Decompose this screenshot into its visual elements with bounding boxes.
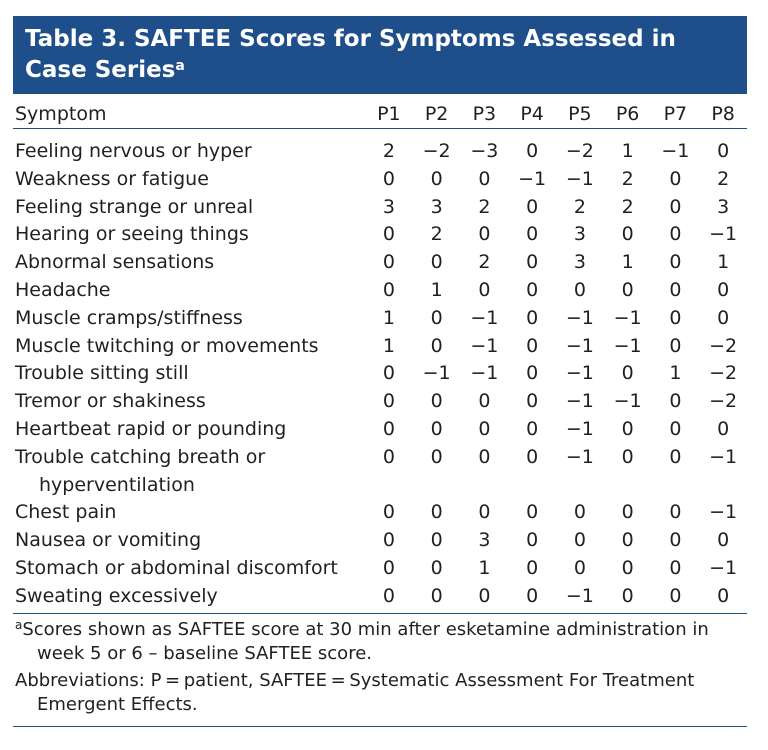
score-cell: 0 bbox=[717, 529, 730, 552]
score-cell: 0 bbox=[478, 278, 491, 301]
symptom-label-continued: hyperventilation bbox=[39, 473, 195, 496]
symptom-cell bbox=[13, 416, 365, 444]
score-cell: 0 bbox=[365, 583, 413, 613]
score-cell: 0 bbox=[699, 583, 747, 613]
score-cell: 2 bbox=[382, 140, 395, 162]
column-header-p3: P3 bbox=[461, 100, 509, 129]
table-header-row bbox=[13, 100, 747, 129]
table-row bbox=[13, 499, 747, 527]
score-cell: −2 bbox=[422, 140, 451, 162]
score-cell: 1 bbox=[621, 251, 634, 274]
symptom-label: Stomach or abdominal discomfort bbox=[15, 556, 338, 579]
score-cell: −1 bbox=[470, 334, 499, 357]
column-header-p7: P7 bbox=[652, 100, 700, 129]
score-cell: −1 bbox=[661, 140, 690, 162]
score-cell: 0 bbox=[717, 306, 730, 329]
score-cell: 0 bbox=[382, 417, 395, 440]
symptom-cell bbox=[13, 583, 365, 613]
score-cell: 0 bbox=[669, 445, 682, 468]
table-row bbox=[13, 333, 747, 361]
score-cell: −3 bbox=[470, 140, 499, 162]
score-cell: 0 bbox=[430, 306, 443, 329]
score-cell: −1 bbox=[709, 556, 738, 579]
score-cell: 0 bbox=[604, 583, 652, 613]
symptom-cell bbox=[13, 166, 365, 194]
score-cell: 0 bbox=[669, 417, 682, 440]
symptom-label: Tremor or shakiness bbox=[15, 390, 206, 413]
score-cell: 0 bbox=[669, 334, 682, 357]
score-cell: 0 bbox=[573, 556, 586, 579]
score-cell: 1 bbox=[382, 334, 395, 357]
symptom-label: Abnormal sensations bbox=[15, 251, 215, 274]
score-cell: 2 bbox=[621, 167, 634, 190]
footnote-a-text: Scores shown as SAFTEE score at 30 min after esketamine administration in week 5 or 6 – baseline SAFTEE score. bbox=[22, 619, 709, 664]
score-cell: −1 bbox=[470, 306, 499, 329]
table-row bbox=[13, 388, 747, 416]
symptom-label: Muscle cramps/stiffness bbox=[15, 306, 243, 329]
table-row bbox=[13, 277, 747, 305]
score-cell: 0 bbox=[526, 529, 539, 552]
score-cell: 0 bbox=[382, 390, 395, 413]
bottom-rule bbox=[13, 726, 747, 727]
score-cell: 0 bbox=[573, 278, 586, 301]
score-cell: 0 bbox=[573, 501, 586, 524]
score-cell: 0 bbox=[669, 278, 682, 301]
score-cell: 2 bbox=[430, 223, 443, 246]
table-row bbox=[13, 194, 747, 222]
symptom-label: Sweating excessively bbox=[15, 584, 218, 607]
score-cell: 0 bbox=[621, 278, 634, 301]
abbreviations-note: Abbreviations: P = patient, SAFTEE = Systematic Assessment For Treatment Emergent Effects. bbox=[15, 670, 695, 715]
symptom-cell bbox=[13, 194, 365, 222]
table-row bbox=[13, 583, 747, 613]
score-cell: 0 bbox=[382, 529, 395, 552]
score-cell: −2 bbox=[709, 362, 738, 385]
score-cell: 0 bbox=[669, 223, 682, 246]
score-cell: 0 bbox=[669, 556, 682, 579]
score-cell: −1 bbox=[565, 167, 594, 190]
score-cell: 3 bbox=[382, 195, 395, 218]
symptom-cell bbox=[13, 221, 365, 249]
symptom-cell bbox=[13, 129, 365, 166]
score-cell: 0 bbox=[621, 529, 634, 552]
symptom-label: Feeling strange or unreal bbox=[15, 195, 254, 218]
score-cell: 0 bbox=[382, 251, 395, 274]
column-header-symptom: Symptom bbox=[13, 100, 365, 129]
column-header-p8: P8 bbox=[699, 100, 747, 129]
score-cell: −1 bbox=[613, 334, 642, 357]
score-cell: 0 bbox=[430, 529, 443, 552]
footnote-a bbox=[13, 618, 747, 666]
symptom-cell bbox=[13, 388, 365, 416]
table-row bbox=[13, 249, 747, 277]
score-cell: 0 bbox=[526, 334, 539, 357]
symptom-cell bbox=[13, 555, 365, 583]
score-cell: 0 bbox=[478, 417, 491, 440]
title-footnote-marker: a bbox=[175, 58, 185, 74]
score-cell: 0 bbox=[526, 251, 539, 274]
score-cell: −1 bbox=[556, 583, 604, 613]
score-cell: −1 bbox=[613, 306, 642, 329]
score-cell: 0 bbox=[461, 583, 509, 613]
table-row bbox=[13, 360, 747, 388]
score-cell: −2 bbox=[709, 390, 738, 413]
score-cell: 3 bbox=[717, 195, 730, 218]
symptom-label: Muscle twitching or movements bbox=[15, 334, 319, 357]
score-cell: 0 bbox=[430, 556, 443, 579]
score-cell: 0 bbox=[621, 223, 634, 246]
score-cell: 0 bbox=[430, 334, 443, 357]
symptom-cell bbox=[13, 360, 365, 388]
score-cell: 0 bbox=[669, 195, 682, 218]
score-cell: −2 bbox=[565, 140, 594, 162]
table-row bbox=[13, 166, 747, 194]
table-row bbox=[13, 221, 747, 249]
symptom-cell bbox=[13, 277, 365, 305]
symptom-cell bbox=[13, 527, 365, 555]
footnote-a-marker: a bbox=[15, 618, 23, 632]
score-cell: −1 bbox=[613, 390, 642, 413]
symptom-label: Chest pain bbox=[15, 501, 117, 524]
symptom-label: Headache bbox=[15, 278, 111, 301]
score-cell: 0 bbox=[382, 167, 395, 190]
score-cell: 0 bbox=[621, 417, 634, 440]
symptom-label: Nausea or vomiting bbox=[15, 529, 202, 552]
score-cell: −1 bbox=[422, 362, 451, 385]
score-cell: 0 bbox=[508, 583, 556, 613]
score-cell: 0 bbox=[526, 195, 539, 218]
score-cell: −1 bbox=[470, 362, 499, 385]
score-cell: 0 bbox=[621, 362, 634, 385]
score-cell: 0 bbox=[478, 223, 491, 246]
score-cell: 0 bbox=[526, 390, 539, 413]
table-row bbox=[13, 555, 747, 583]
footnotes bbox=[13, 618, 747, 720]
score-cell: −2 bbox=[709, 334, 738, 357]
score-cell: −1 bbox=[709, 501, 738, 524]
score-cell: 0 bbox=[652, 583, 700, 613]
score-cell: 0 bbox=[478, 445, 491, 468]
symptom-cell bbox=[13, 499, 365, 527]
table-row bbox=[13, 129, 747, 166]
score-cell: 0 bbox=[478, 501, 491, 524]
score-cell: −1 bbox=[565, 390, 594, 413]
score-cell: 0 bbox=[526, 417, 539, 440]
score-cell: 1 bbox=[430, 278, 443, 301]
score-cell: 0 bbox=[382, 556, 395, 579]
score-cell: 3 bbox=[478, 529, 491, 552]
score-cell: 0 bbox=[717, 140, 730, 162]
table-row bbox=[13, 527, 747, 555]
score-cell: 0 bbox=[526, 362, 539, 385]
symptom-label: Feeling nervous or hyper bbox=[15, 140, 252, 162]
score-cell: 0 bbox=[526, 140, 539, 162]
score-cell: 0 bbox=[526, 278, 539, 301]
score-cell: 0 bbox=[478, 167, 491, 190]
score-cell: 0 bbox=[526, 556, 539, 579]
score-cell: −1 bbox=[565, 445, 594, 468]
score-cell: 2 bbox=[573, 195, 586, 218]
symptom-cell bbox=[13, 333, 365, 361]
table-title-bar bbox=[13, 16, 747, 94]
score-cell: 0 bbox=[669, 501, 682, 524]
score-cell: 2 bbox=[717, 167, 730, 190]
table-row bbox=[13, 444, 747, 500]
score-cell: 0 bbox=[430, 251, 443, 274]
score-cell: −1 bbox=[709, 445, 738, 468]
score-cell: 0 bbox=[669, 251, 682, 274]
column-header-p6: P6 bbox=[604, 100, 652, 129]
score-cell: 0 bbox=[669, 306, 682, 329]
symptom-label: Weakness or fatigue bbox=[15, 167, 209, 190]
score-cell: 0 bbox=[526, 501, 539, 524]
symptom-cell bbox=[13, 305, 365, 333]
column-header-p4: P4 bbox=[508, 100, 556, 129]
score-cell: 0 bbox=[669, 529, 682, 552]
score-cell: −1 bbox=[565, 334, 594, 357]
score-cell: 0 bbox=[621, 445, 634, 468]
score-cell: 1 bbox=[621, 140, 634, 162]
score-cell: 0 bbox=[382, 223, 395, 246]
score-cell: 0 bbox=[430, 417, 443, 440]
score-cell: 0 bbox=[382, 278, 395, 301]
score-cell: 0 bbox=[669, 390, 682, 413]
score-cell: −1 bbox=[565, 306, 594, 329]
score-cell: 0 bbox=[621, 501, 634, 524]
column-header-p2: P2 bbox=[413, 100, 461, 129]
score-cell: 1 bbox=[669, 362, 682, 385]
symptom-label: Hearing or seeing things bbox=[15, 223, 249, 246]
column-header-p1: P1 bbox=[365, 100, 413, 129]
score-cell: 2 bbox=[621, 195, 634, 218]
symptom-cell bbox=[13, 444, 365, 500]
score-cell: 0 bbox=[430, 445, 443, 468]
symptom-label: Trouble sitting still bbox=[15, 362, 189, 385]
symptom-cell bbox=[13, 249, 365, 277]
score-cell: 0 bbox=[382, 362, 395, 385]
score-cell: 2 bbox=[478, 251, 491, 274]
score-cell: 0 bbox=[573, 529, 586, 552]
saftee-scores-table bbox=[13, 100, 747, 614]
score-cell: 1 bbox=[478, 556, 491, 579]
table-row bbox=[13, 416, 747, 444]
score-cell: 0 bbox=[717, 278, 730, 301]
score-cell: 0 bbox=[478, 390, 491, 413]
score-cell: 0 bbox=[526, 445, 539, 468]
column-header-p5: P5 bbox=[556, 100, 604, 129]
score-cell: 1 bbox=[717, 251, 730, 274]
table-row bbox=[13, 305, 747, 333]
score-cell: 0 bbox=[526, 306, 539, 329]
score-cell: 3 bbox=[430, 195, 443, 218]
score-cell: 0 bbox=[717, 417, 730, 440]
score-cell: 0 bbox=[621, 556, 634, 579]
symptom-label: Heartbeat rapid or pounding bbox=[15, 417, 287, 440]
score-cell: 1 bbox=[382, 306, 395, 329]
score-cell: −1 bbox=[518, 167, 547, 190]
score-cell: −1 bbox=[565, 362, 594, 385]
score-cell: 0 bbox=[382, 501, 395, 524]
symptom-label: Trouble catching breath or bbox=[15, 445, 266, 468]
score-cell: 0 bbox=[669, 167, 682, 190]
score-cell: 0 bbox=[526, 223, 539, 246]
score-cell: 0 bbox=[430, 167, 443, 190]
score-cell: 3 bbox=[573, 223, 586, 246]
score-cell: 0 bbox=[430, 390, 443, 413]
table-body bbox=[13, 129, 747, 614]
score-cell: 0 bbox=[430, 501, 443, 524]
table-title: Table 3. SAFTEE Scores for Symptoms Assessed in Case Series bbox=[25, 26, 676, 83]
score-cell: −1 bbox=[565, 417, 594, 440]
score-cell: 3 bbox=[573, 251, 586, 274]
score-cell: 0 bbox=[413, 583, 461, 613]
score-cell: 0 bbox=[382, 445, 395, 468]
score-cell: 2 bbox=[478, 195, 491, 218]
score-cell: −1 bbox=[709, 223, 738, 246]
